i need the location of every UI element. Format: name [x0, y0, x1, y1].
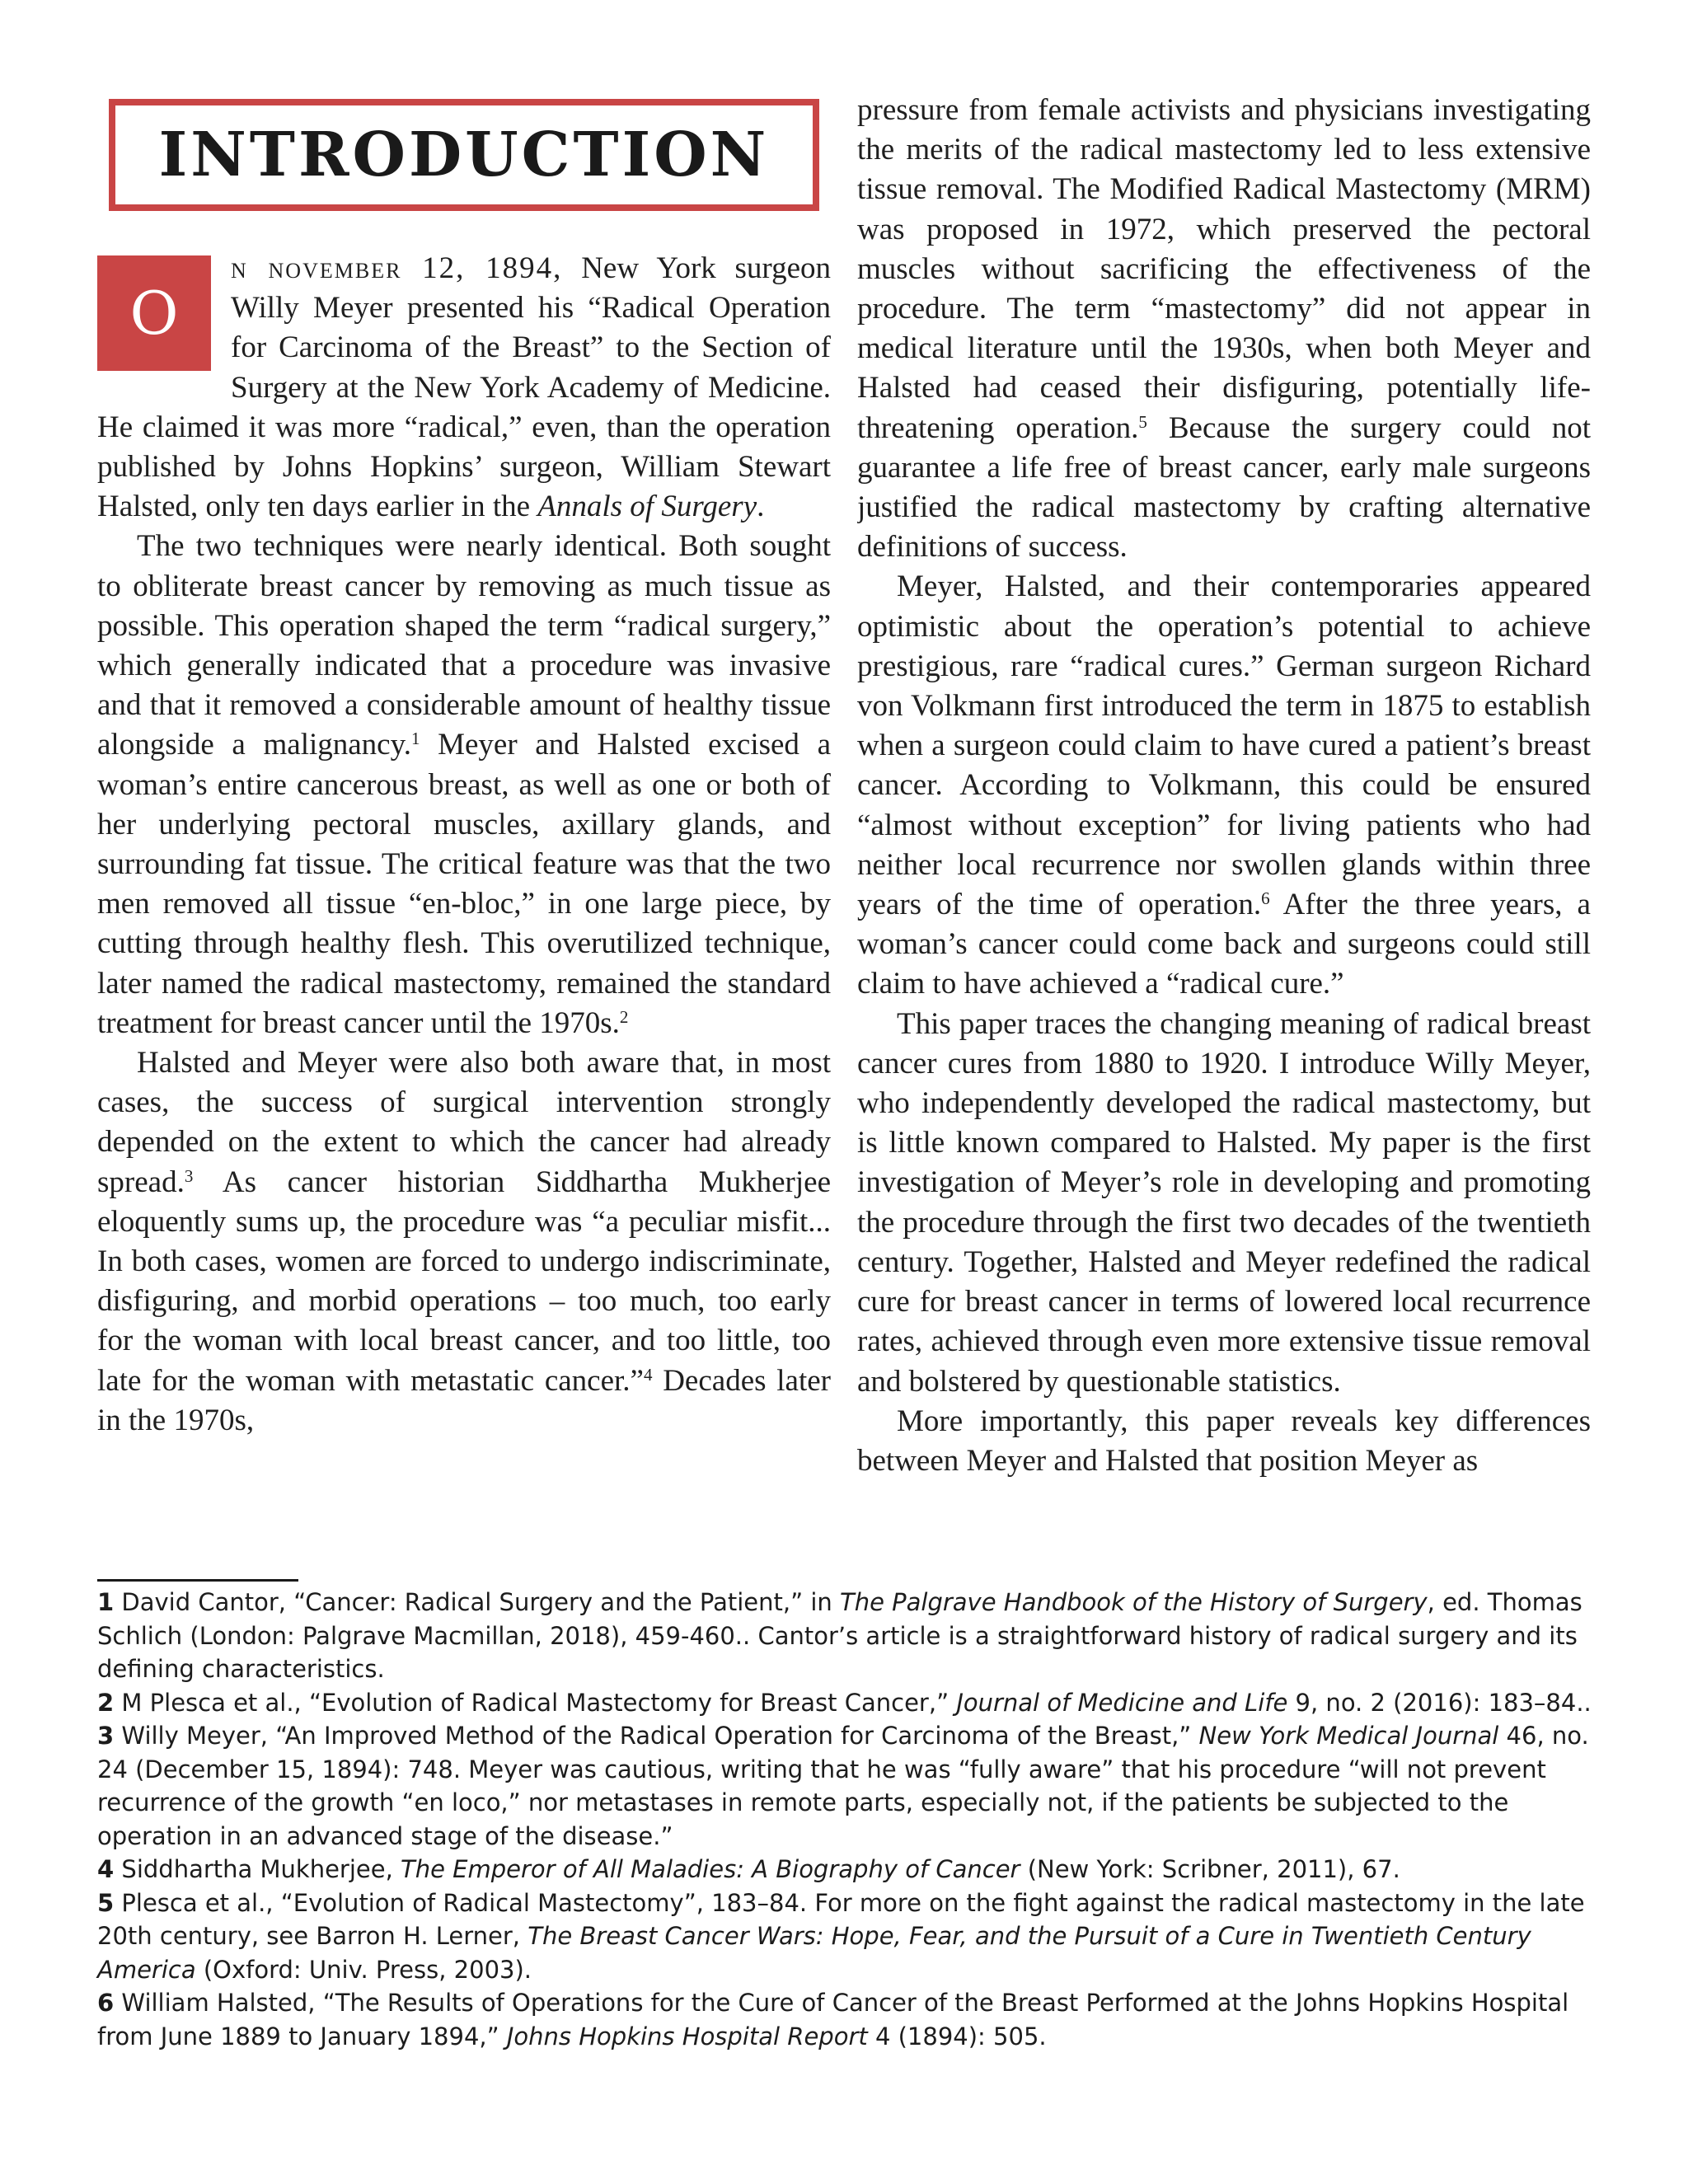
text: 46, no. 24 (December 15, 1894): 748. Meyer was cautious, writing that he was “fully aware” that his procedure “will not prevent recurrence of the growth “en loco,” nor metastases in remote parts, especially not, if the patients be subjected to the operation in an advanced stage of the disease.”: [97, 1722, 1589, 1850]
text: After the three years, a woman’s cancer could come back and surgeons could still claim to have achieved a “radical cure.”: [857, 888, 1591, 1001]
footnote: [97, 1719, 1597, 1853]
text: David Cantor, “Cancer: Radical Surgery and the Patient,” in: [114, 1588, 840, 1616]
text: pressure from female activists and physicians investigating the merits of the radical mastectomy led to less extensive tissue removal. The Modified Radical Mastectomy (MRM) was proposed in 1972, which preserved the pectoral muscles without sacrificing the effectiveness of the procedure. The term “mastectomy” did not appear in medical literature until the 1930s, when both Meyer and Halsted had ceased their disfiguring, potentially life-threatening operation.: [857, 93, 1591, 445]
text: The Emperor of All Maladies: A Biography of Cancer: [401, 1855, 1020, 1883]
lead-in: n november 12, 1894,: [231, 251, 563, 285]
footnote-number: 6: [97, 1989, 115, 2017]
paragraph-radical-cures: [857, 567, 1591, 1004]
paragraph-intro: [97, 249, 831, 527]
text: Meyer, Halsted, and their contemporaries appeared optimistic about the operation’s potential to achieve prestigious, rare “radical cures.” German surgeon Richard von Volkmann first introduced the term in 1875 to establish when a surgeon could claim to have cured a patient’s breast cancer. According to Volkmann, this could be ensured “almost without exception” for living patients who had neither local recurrence nor swollen glands within three years of the time of operation.: [857, 569, 1591, 922]
text: Halsted and Meyer were also both aware that, in most cases, the success of surgical intervention strongly depended on the extent to which the cancer had already spread.: [97, 1046, 831, 1199]
drop-cap: O: [97, 255, 211, 371]
footnote: [97, 1853, 1597, 1886]
footnote-ref: 3: [184, 1165, 194, 1186]
text: Meyer and Halsted excised a woman’s entire cancerous breast, as well as one or both of her underlying pectoral muscles, axillary glands, and surrounding fat tissue. The critical feature was that the two men removed all tissue “en-bloc,” in one large piece, by cutting through healthy flesh. This overutilized technique, later named the radical mastectomy, remained the standard treatment for breast cancer until the 1970s.: [97, 728, 831, 1040]
page-title: INTRODUCTION: [158, 119, 770, 190]
footnote-ref: 4: [643, 1364, 653, 1385]
text: William Halsted, “The Results of Operations for the Cure of Cancer of the Breast Performed at the Johns Hopkins Hospital from June 1889 to January 1894,”: [97, 1989, 1569, 2050]
text: Siddhartha Mukherjee,: [114, 1855, 401, 1883]
title-box: [109, 99, 819, 211]
footnote: [97, 1986, 1597, 2053]
footnote-ref: 6: [1261, 888, 1270, 909]
text: The Breast Cancer Wars: Hope, Fear, and the Pursuit of a Cure in Twentieth Century America: [97, 1922, 1531, 1984]
text: Plesca et al., “Evolution of Radical Mastectomy”, 183–84. For more on the fight against the radical mastectomy in the late 20th century, see Barron H. Lerner,: [97, 1888, 1585, 1950]
footnote-number: 1: [97, 1588, 115, 1616]
text: , ed. Thomas Schlich (London: Palgrave Macmillan, 2018), 459-460.. Cantor’s article is a straightforward history of radical surgery and its defining characteristics.: [97, 1588, 1582, 1683]
text: As cancer historian Siddhartha Mukherjee eloquently sums up, the procedure was “a peculiar misfit... In both cases, women are forced to undergo indiscriminate, disfiguring, and morbid operations – too much, too early for the woman with local breast cancer, and too little, too late for the woman with metastatic cancer.”: [97, 1165, 831, 1398]
footnote-number: 5: [97, 1888, 115, 1917]
footnote-number: 4: [97, 1855, 115, 1883]
paragraph-techniques: [97, 527, 831, 1043]
right-column: [857, 91, 1591, 1566]
footnote-number: 2: [97, 1688, 115, 1717]
text: .: [757, 490, 765, 524]
footnote: [97, 1886, 1597, 1987]
paragraph-thesis: This paper traces the changing meaning of radical breast cancer cures from 1880 to 1920. I introduce Willy Meyer, who independently developed the radical mastectomy, but is little known compared to Halsted. My paper is the first investigation of Meyer’s role in developing and promoting the procedure through the first two decades of the twentieth century. Together, Halsted and Meyer redefined the radical cure for breast cancer in terms of lowered local recurrence rates, achieved through even more extensive tissue removal and bolstered by questionable statistics.: [857, 1006, 1591, 1399]
text: New York Medical Journal: [1198, 1722, 1499, 1750]
footnote: [97, 1586, 1597, 1686]
text: 4 (1894): 505.: [867, 2022, 1047, 2050]
paragraph-continued: [857, 91, 1591, 567]
footnote-rule: [97, 1579, 298, 1582]
left-column: [97, 89, 831, 1564]
paragraph-differences: More importantly, this paper reveals key differences between Meyer and Halsted that position Meyer as: [857, 1404, 1591, 1478]
footnote-ref: 2: [619, 1006, 629, 1027]
text: New York surgeon Willy Meyer presented his “Radical Operation for Carcinoma of the Breast” to the Section of Surgery at the New York Academy of Medicine. He claimed it was more “radical,” even, than the operation published by Johns Hopkins’ surgeon, William Stewart Halsted, only ten days earlier in the: [97, 251, 831, 524]
text: The Palgrave Handbook of the History of Surgery: [839, 1588, 1428, 1616]
text: Decades later in the 1970s,: [97, 1363, 831, 1437]
text: 9, no. 2 (2016): 183–84..: [1287, 1688, 1592, 1717]
text: (New York: Scribner, 2011), 67.: [1020, 1855, 1400, 1883]
footnotes: [97, 1586, 1597, 2053]
text: (Oxford: Univ. Press, 2003).: [195, 1955, 532, 1984]
paragraph-spread: [97, 1043, 831, 1441]
footnote-ref: 1: [410, 729, 420, 749]
footnote-ref: 5: [1138, 411, 1147, 432]
footnote: [97, 1686, 1597, 1720]
text: Because the surgery could not guarantee a life free of breast cancer, early male surgeons justified the radical mastectomy by crafting alternative definitions of success.: [857, 410, 1591, 565]
footnote-number: 3: [97, 1722, 115, 1750]
text: M Plesca et al., “Evolution of Radical Mastectomy for Breast Cancer,”: [114, 1688, 957, 1717]
journal-title: Annals of Surgery: [537, 490, 757, 524]
text: Willy Meyer, “An Improved Method of the Radical Operation for Carcinoma of the Breast,”: [114, 1722, 1199, 1750]
text: Journal of Medicine and Life: [956, 1688, 1288, 1717]
text: Johns Hopkins Hospital Report: [506, 2022, 868, 2050]
text: The two techniques were nearly identical. Both sought to obliterate breast cancer by removing as much tissue as possible. This operation shaped the term “radical surgery,” which generally indicated that a procedure was invasive and that it removed a considerable amount of healthy tissue alongside a malignancy.: [97, 529, 831, 762]
